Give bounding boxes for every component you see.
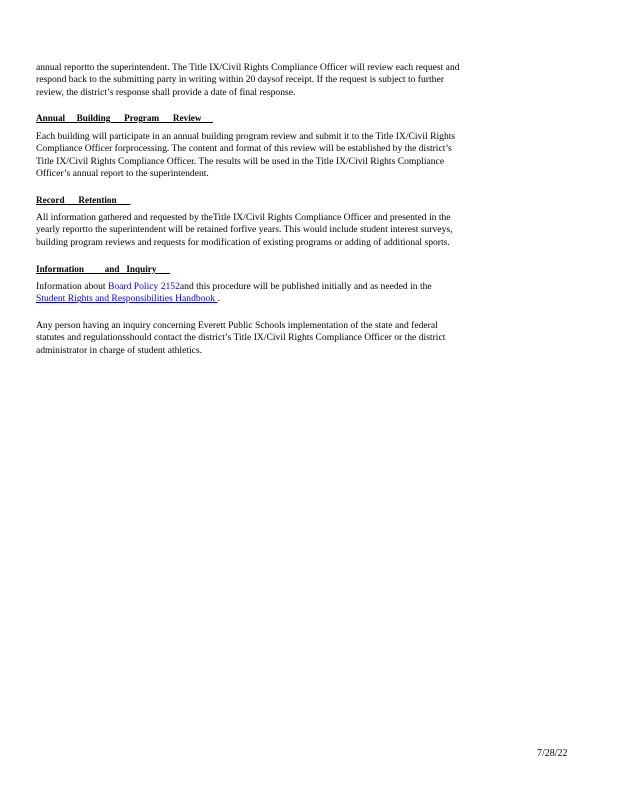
text-line: administrator in charge of student athletics. bbox=[36, 344, 203, 356]
text-line: Officer’s annual report to the superintendent. bbox=[36, 168, 209, 180]
footer-date: 7/28/22 bbox=[537, 748, 568, 759]
text-line bbox=[36, 293, 586, 305]
annual-review-paragraph bbox=[36, 131, 586, 181]
text-line: yearly reportto the superintendent will be retained forfive years. This would include student interest surveys, bbox=[36, 224, 453, 236]
text-line: Each building will participate in an annual building program review and submit it to the Title IX/Civil Rights bbox=[36, 131, 456, 142]
text-line: Compliance Officer forprocessing. The content and format of this review will be established by the district’s bbox=[36, 143, 452, 155]
text-line: All information gathered and requested by theTitle IX/Civil Rights Compliance Officer and presented in the bbox=[36, 212, 451, 223]
info-text: Information about bbox=[36, 281, 108, 292]
info-text: and this procedure will be published initially and as needed in the bbox=[179, 281, 432, 292]
record-retention-paragraph bbox=[36, 212, 586, 249]
board-policy-link[interactable]: Board Policy 2152 bbox=[107, 281, 180, 292]
section-heading-annual-review: Annual Building Program Review bbox=[36, 113, 213, 123]
text-line: Any person having an inquiry concerning Everett Public Schools implementation of the state and federal bbox=[36, 320, 438, 331]
text-line: review, the district’s response shall provide a date of final response. bbox=[36, 86, 296, 98]
text-line: annual reportto the superintendent. The Title IX/Civil Rights Compliance Officer will review each request and bbox=[36, 62, 460, 73]
handbook-link[interactable]: Student Rights and Responsibilities Handbook bbox=[36, 293, 218, 305]
info-text: . bbox=[217, 293, 220, 305]
section-heading-info-inquiry: Information and Inquiry bbox=[36, 264, 171, 274]
text-line: statutes and regulationsshould contact the district’s Title IX/Civil Rights Compliance Officer or the district bbox=[36, 332, 446, 344]
inquiry-paragraph bbox=[36, 320, 586, 357]
intro-paragraph bbox=[36, 62, 586, 99]
text-line: respond back to the submitting party in writing within 20 daysof receipt. If the request is subject to further bbox=[36, 74, 444, 86]
text-line bbox=[36, 281, 586, 293]
info-inquiry-paragraph bbox=[36, 281, 586, 306]
text-line: Title IX/Civil Rights Compliance Officer. The results will be used in the Title IX/Civil Rights Compliance bbox=[36, 155, 445, 167]
section-heading-record-retention: Record Retention bbox=[36, 195, 131, 205]
text-line: building program reviews and requests for modification of existing programs or adding of additional sports. bbox=[36, 236, 450, 248]
